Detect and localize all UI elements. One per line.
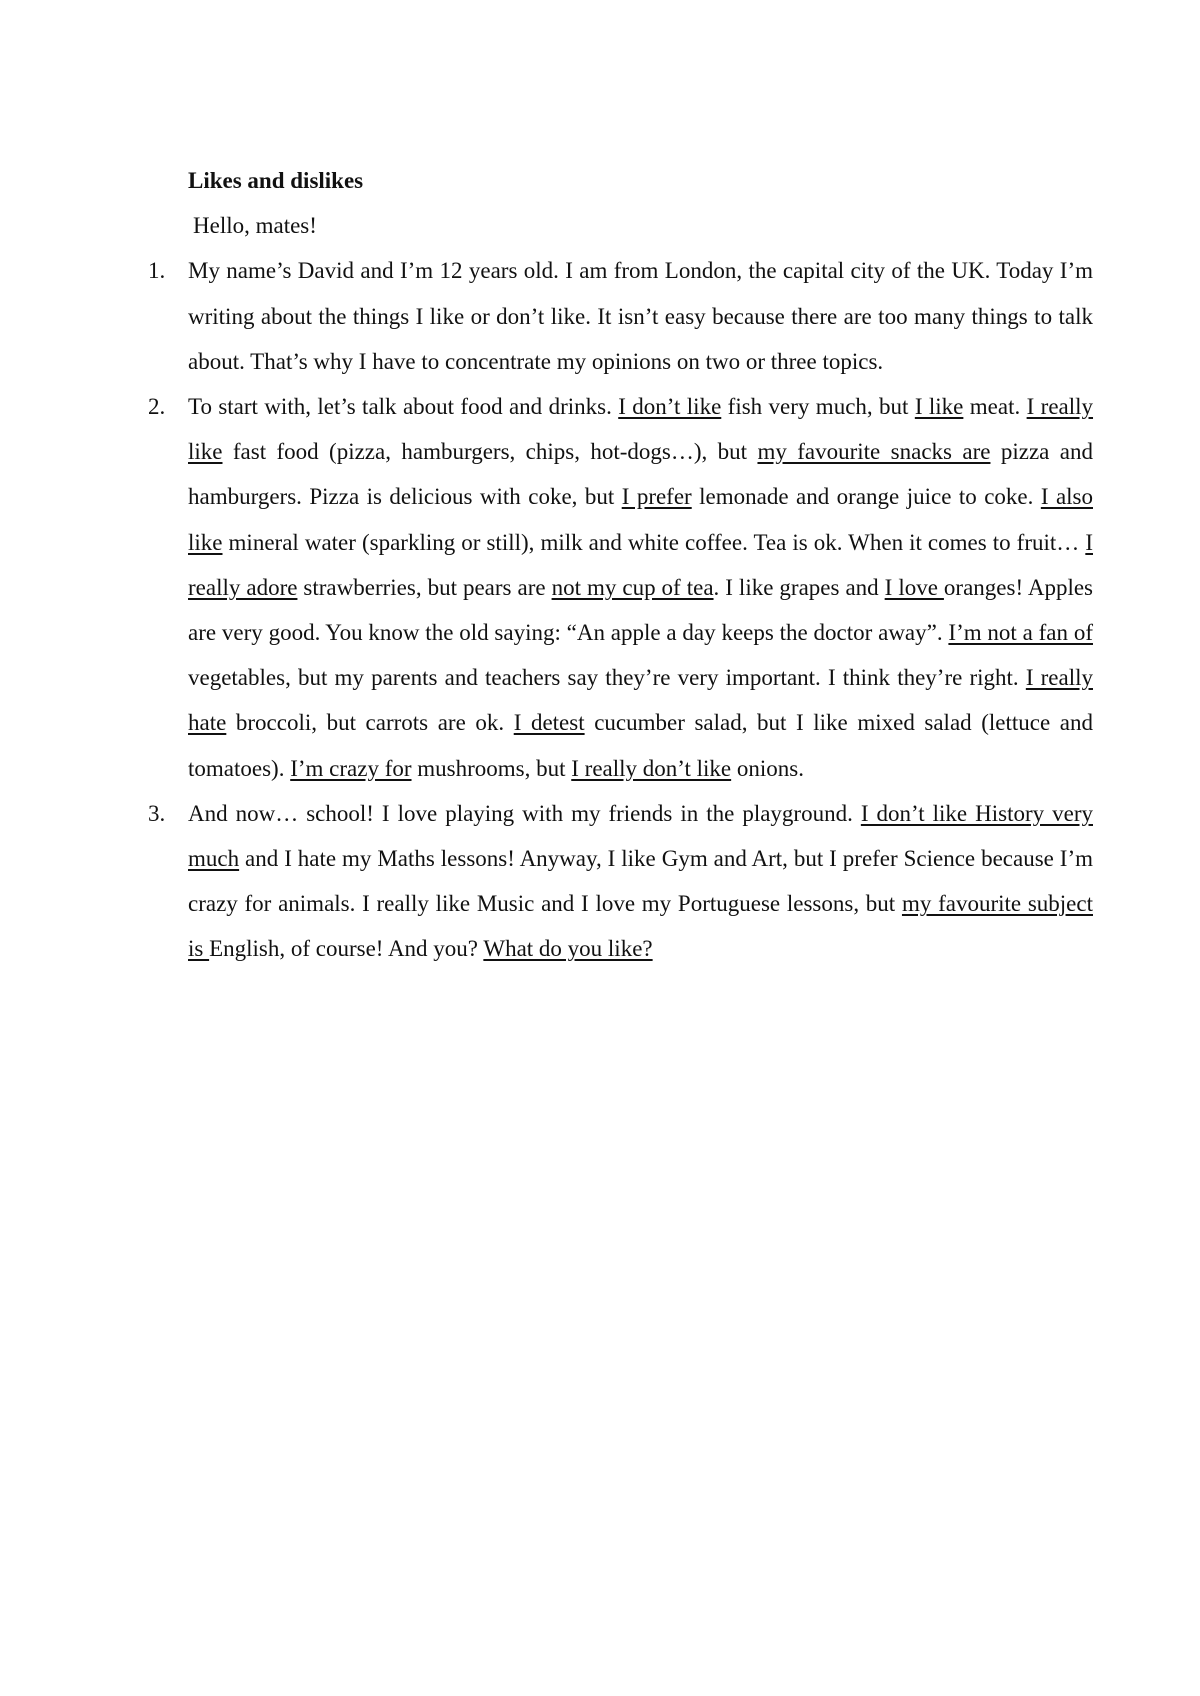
numbered-paragraph-list [148, 248, 1094, 971]
text-segment: mineral water (sparkling or still), milk and white coffee. Tea is ok. When it comes to fruit… [222, 529, 1086, 555]
text-segment: pizza and hamburgers. Pizza is delicious with coke, but [188, 439, 1093, 510]
text-segment: English, of course! And you? [209, 936, 484, 962]
underlined-phrase: I really adore [188, 529, 1093, 600]
underlined-phrase: What do you like? [483, 936, 653, 962]
underlined-phrase: I don’t like [618, 394, 722, 420]
text-segment: and I hate my Maths lessons! Anyway, I like Gym and Art, but I prefer Science because I’m crazy for animals. I really like Music and I love my Portuguese lessons, but [188, 846, 1093, 917]
underlined-phrase: my favourite snacks are [757, 439, 991, 465]
text-segment: strawberries, but pears are [297, 574, 552, 600]
text-segment: My name’s David and I’m 12 years old. I am from London, the capital city of the UK. Today I’m writing about the things I like or don’t like. It isn’t easy because there are too many things to talk about. That’s why I have to concentrate my opinions on two or three topics. [188, 258, 1093, 374]
text-segment: onions. [731, 755, 804, 781]
text-segment: fish very much, but [721, 394, 915, 420]
underlined-phrase: I prefer [621, 484, 692, 510]
paragraph-2 [148, 384, 1094, 791]
paragraph-3 [148, 791, 1093, 972]
text-segment: oranges! Apples are very good. You know the old saying: “An apple a day keeps the doctor away”. [188, 574, 1093, 646]
text-segment: To start with, let’s talk about food and drinks. [188, 394, 619, 420]
underlined-phrase: I’m crazy for [290, 755, 412, 781]
underlined-phrase: my favourite subject is [188, 891, 1093, 962]
underlined-phrase: I love [884, 574, 944, 600]
underlined-phrase: I really like [188, 394, 1094, 465]
text-segment: fast food (pizza, hamburgers, chips, hot-dogs…), but [222, 439, 758, 465]
underlined-phrase: I detest [513, 710, 585, 736]
text-segment: mushrooms, but [411, 755, 572, 781]
text-segment: vegetables, but my parents and teachers say they’re very important. I think they’re right. [188, 665, 1026, 691]
document-body [148, 158, 1094, 972]
underlined-phrase: I don’t like History very much [188, 800, 1093, 872]
underlined-phrase: I also like [188, 484, 1093, 555]
paragraph-number: 2. [148, 394, 166, 420]
greeting: Hello, mates! [193, 213, 317, 239]
paragraph-1 [148, 248, 1093, 384]
underlined-phrase: I’m not a fan of [948, 620, 1093, 646]
text-segment: lemonade and orange juice to coke. [691, 484, 1041, 510]
text-segment: And now… school! I love playing with my friends in the playground. [188, 800, 861, 826]
text-segment: meat. [963, 394, 1027, 420]
text-segment: broccoli, but carrots are ok. [226, 710, 514, 736]
document-title: Likes and dislikes [188, 168, 364, 193]
paragraph-number: 3. [148, 800, 166, 826]
text-segment: cucumber salad, but I like mixed salad (lettuce and tomatoes). [188, 710, 1093, 781]
paragraph-number: 1. [148, 258, 166, 284]
underlined-phrase: not my cup of tea [551, 574, 714, 600]
underlined-phrase: I like [914, 394, 964, 420]
underlined-phrase: I really hate [188, 665, 1093, 736]
text-segment: . I like grapes and [713, 574, 885, 600]
underlined-phrase: I really don’t like [571, 755, 732, 781]
